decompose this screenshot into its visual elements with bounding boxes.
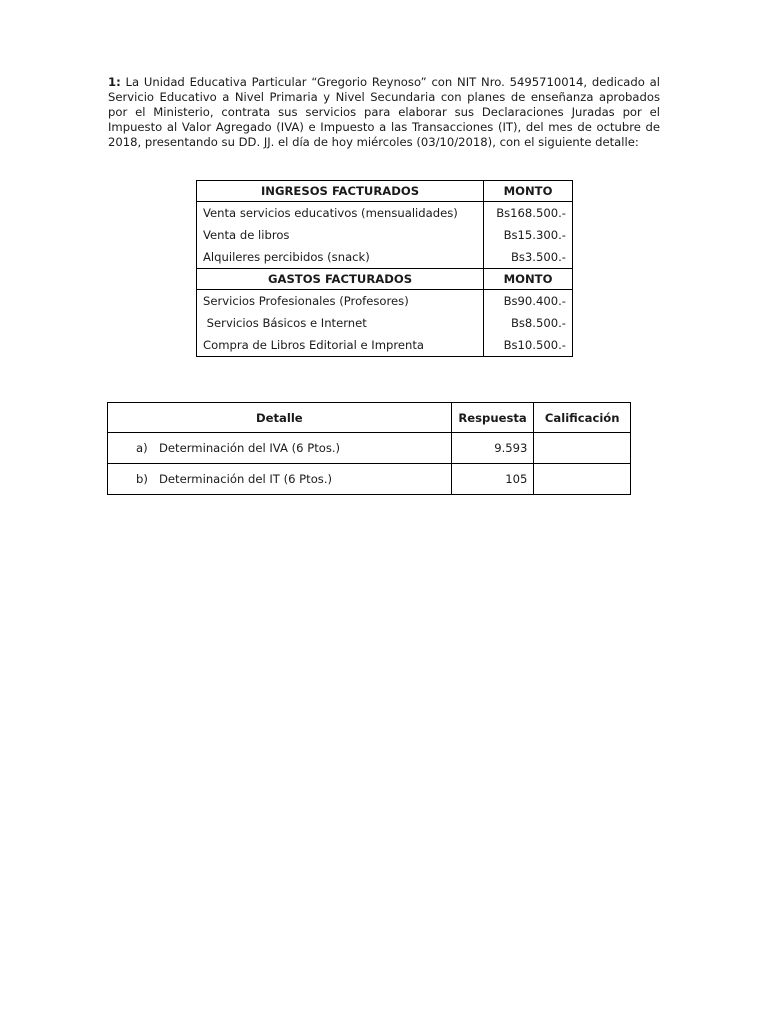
table-row <box>197 312 573 334</box>
respuesta-header: Respuesta <box>451 403 534 433</box>
calificacion-header: Calificación <box>534 403 631 433</box>
gasto-amount: Bs10.500.- <box>484 334 573 357</box>
respuesta-cell[interactable]: 9.593 <box>451 433 534 464</box>
table-row <box>108 464 631 495</box>
gasto-label: Compra de Libros Editorial e Imprenta <box>197 334 484 357</box>
gastos-header: GASTOS FACTURADOS <box>197 269 484 290</box>
item-letter: a) <box>136 441 148 455</box>
table-row <box>197 334 573 357</box>
gastos-amount-header: MONTO <box>484 269 573 290</box>
ingreso-label: Venta servicios educativos (mensualidades) <box>197 202 484 225</box>
table-row <box>108 433 631 464</box>
gasto-amount: Bs90.400.- <box>484 290 573 313</box>
ingreso-label: Venta de libros <box>197 224 484 246</box>
answers-header-row <box>108 403 631 433</box>
ingreso-amount: Bs168.500.- <box>484 202 573 225</box>
item-detail: Determinación del IVA (6 Ptos.) <box>159 441 341 455</box>
detalle-cell <box>108 464 452 495</box>
detalle-header: Detalle <box>108 403 452 433</box>
gastos-header-row <box>197 269 573 290</box>
ingreso-amount: Bs3.500.- <box>484 246 573 269</box>
table-row <box>197 246 573 269</box>
respuesta-cell[interactable]: 105 <box>451 464 534 495</box>
problem-text: La Unidad Educativa Particular “Gregorio Reynoso” con NIT Nro. 5495710014, dedicado al Servicio Educativo a Nivel Primaria y Nivel Secundaria con planes de enseñanza aprobados por el Ministerio, contrata sus servicios para elaborar sus Declaraciones Juradas por el Impuesto al Valor Agregado (IVA) e Impuesto a las Transacciones (IT), del mes de octubre de 2018, presentando su DD. JJ. el día de hoy miércoles (03/10/2018), con el siguiente detalle: <box>108 75 661 149</box>
ingresos-header-row <box>197 181 573 202</box>
ingresos-amount-header: MONTO <box>484 181 573 202</box>
ingresos-header: INGRESOS FACTURADOS <box>197 181 484 202</box>
calificacion-cell[interactable] <box>534 464 631 495</box>
item-letter: b) <box>136 472 148 486</box>
financial-details-table <box>196 180 573 357</box>
gasto-label: Servicios Básicos e Internet <box>197 312 484 334</box>
problem-statement <box>108 75 660 150</box>
gasto-label: Servicios Profesionales (Profesores) <box>197 290 484 313</box>
answers-table <box>107 402 631 495</box>
detalle-cell <box>108 433 452 464</box>
ingreso-label: Alquileres percibidos (snack) <box>197 246 484 269</box>
table-row <box>197 290 573 313</box>
item-detail: Determinación del IT (6 Ptos.) <box>159 472 333 486</box>
gasto-amount: Bs8.500.- <box>484 312 573 334</box>
table-row <box>197 224 573 246</box>
calificacion-cell[interactable] <box>534 433 631 464</box>
table-row <box>197 202 573 225</box>
problem-number: 1: <box>108 75 121 89</box>
ingreso-amount: Bs15.300.- <box>484 224 573 246</box>
